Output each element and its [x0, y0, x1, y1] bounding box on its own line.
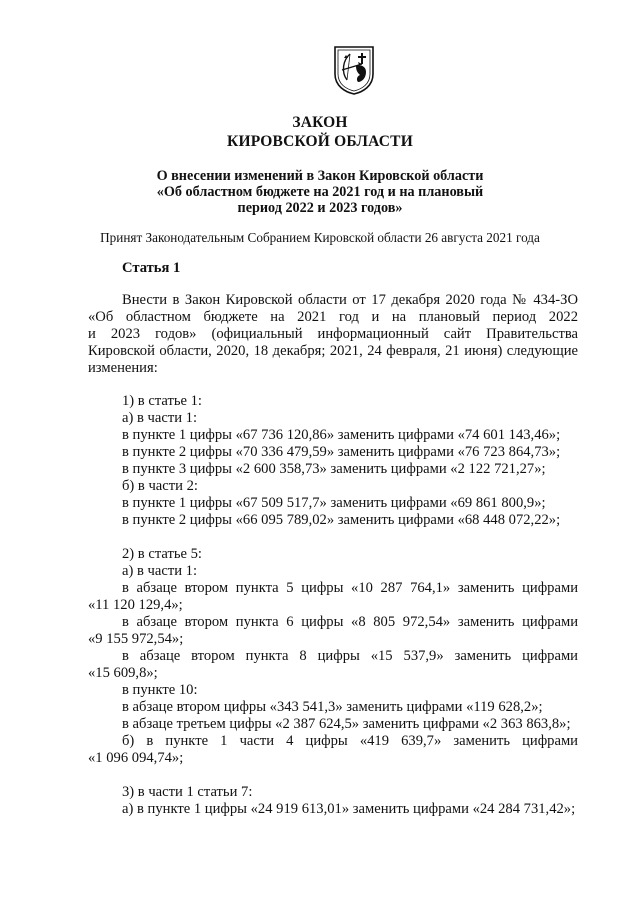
intro-line-2: «Об областном бюджете на 2021 год и на плановый период 2022	[88, 309, 578, 325]
item2-p5-line-2: «11 120 129,4»;	[88, 597, 183, 613]
item1-p1: в пункте 1 цифры «67 736 120,86» заменить цифрами «74 601 143,46»;	[122, 427, 561, 443]
article-heading: Статья 1	[122, 260, 181, 276]
item2-p10-a: в абзаце втором цифры «343 541,3» заменить цифрами «119 628,2»;	[122, 699, 543, 715]
item3-head: 3) в части 1 статьи 7:	[122, 784, 253, 800]
item2-head: 2) в статье 5:	[122, 546, 202, 562]
coat-of-arms-emblem-icon	[332, 44, 376, 96]
adoption-note: Принят Законодательным Собранием Кировской области 26 августа 2021 года	[100, 230, 540, 245]
item1-p3: в пункте 3 цифры «2 600 358,73» заменить цифрами «2 122 721,27»;	[122, 461, 546, 477]
law-title-line-2: «Об областном бюджете на 2021 год и на плановый	[156, 184, 484, 200]
item2-p10-b: в абзаце третьем цифры «2 387 624,5» заменить цифрами «2 363 863,8»;	[122, 716, 571, 732]
coat-of-arms-svg	[332, 44, 376, 96]
item1-head: 1) в статье 1:	[122, 393, 202, 409]
item1-p2: в пункте 2 цифры «70 336 479,59» заменить цифрами «76 723 864,73»;	[122, 444, 561, 460]
intro-line-1: Внести в Закон Кировской области от 17 декабря 2020 года № 434-ЗО	[122, 292, 578, 308]
intro-line-5: изменения:	[88, 360, 158, 376]
item2-sub-a: а) в части 1:	[122, 563, 198, 579]
region-heading: КИРОВСКОЙ ОБЛАСТИ	[227, 133, 413, 150]
item1-sub-a: а) в части 1:	[122, 410, 198, 426]
law-title-line-1: О внесении изменений в Закон Кировской области	[156, 168, 484, 184]
item1-b-p1: в пункте 1 цифры «67 509 517,7» заменить цифрами «69 861 800,9»;	[122, 495, 546, 511]
item2-p5-line-1: в абзаце втором пункта 5 цифры «10 287 764,1» заменить цифрами	[122, 580, 578, 596]
item2-sub-b-line-2: «1 096 094,74»;	[88, 750, 184, 766]
item2-p8-line-2: «15 609,8»;	[88, 665, 158, 681]
item2-p10-head: в пункте 10:	[122, 682, 198, 698]
item3-sub-a: а) в пункте 1 цифры «24 919 613,01» заменить цифрами «24 284 731,42»;	[122, 801, 576, 817]
item1-b-p2: в пункте 2 цифры «66 095 789,02» заменить цифрами «68 448 072,22»;	[122, 512, 561, 528]
law-heading: ЗАКОН	[292, 114, 348, 131]
item1-sub-b: б) в части 2:	[122, 478, 198, 494]
item2-sub-b-line-1: б) в пункте 1 части 4 цифры «419 639,7» заменить цифрами	[122, 733, 578, 749]
law-title-line-3: период 2022 и 2023 годов»	[237, 200, 403, 216]
intro-line-4: Кировской области, 2020, 18 декабря; 2021, 24 февраля, 21 июня) следующие	[88, 343, 578, 359]
item2-p6-line-2: «9 155 972,54»;	[88, 631, 184, 647]
intro-line-3: и 2023 годов» (официальный информационный сайт Правительства	[88, 326, 578, 342]
item2-p6-line-1: в абзаце втором пункта 6 цифры «8 805 972,54» заменить цифрами	[122, 614, 578, 630]
item2-p8-line-1: в абзаце втором пункта 8 цифры «15 537,9» заменить цифрами	[122, 648, 578, 664]
